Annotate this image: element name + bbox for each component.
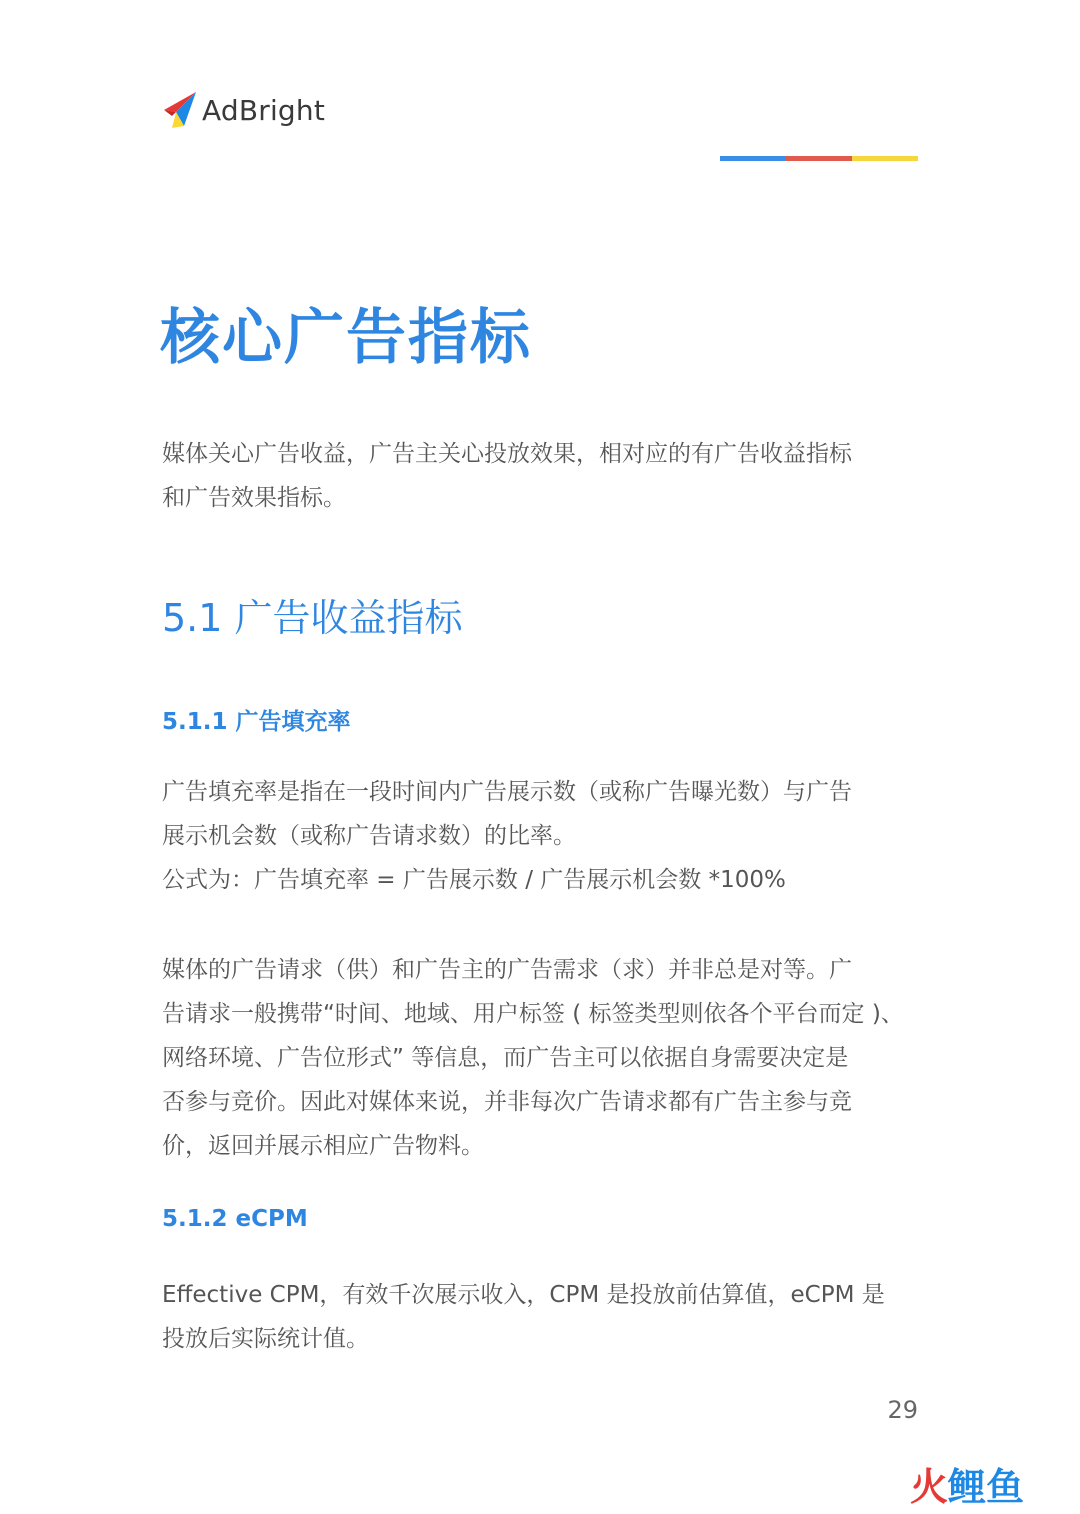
paragraph-line: Effective CPM，有效千次展示收入，CPM 是投放前估算值，eCPM 是 [162,1282,885,1308]
stripe-blue [720,156,786,161]
page-number: 29 [887,1396,918,1424]
paragraph-line: 展示机会数（或称广告请求数）的比率。 [162,823,576,849]
paragraph-line: 媒体的广告请求（供）和广告主的广告需求（求）并非总是对等。广 [162,957,852,983]
paragraph-line: 投放后实际统计值。 [162,1326,369,1352]
watermark-text: 火鲤鱼 [910,1466,1025,1506]
paragraph-line: 告请求一般携带“时间、地域、用户标签 ( 标签类型则依各个平台而定 )、 [162,1001,904,1027]
paragraph-line: 否参与竞价。因此对媒体来说，并非每次广告请求都有广告主参与竞 [162,1089,852,1115]
paragraph-line: 价，返回并展示相应广告物料。 [162,1133,484,1159]
paragraph-line: 广告填充率是指在一段时间内广告展示数（或称广告曝光数）与广告 [162,779,852,805]
section-heading: 5.1 广告收益指标 [162,596,463,640]
paragraph-line: 网络环境、广告位形式” 等信息，而广告主可以依据自身需要决定是 [162,1045,849,1071]
subsection-heading-fill-rate: 5.1.1 广告填充率 [162,709,351,735]
paper-plane-icon [162,90,198,130]
stripe-yellow [852,156,918,161]
brand-name: AdBright [202,93,326,127]
color-stripe [720,156,918,161]
intro-line: 和广告效果指标。 [162,485,346,511]
intro-line: 媒体关心广告收益，广告主关心投放效果，相对应的有广告收益指标 [162,441,852,467]
page-title: 核心广告指标 [160,303,532,373]
subsection-heading-ecpm: 5.1.2 eCPM [162,1206,308,1232]
ecpm-definition [162,1273,922,1361]
intro-paragraph [162,432,922,520]
watermark-logo [910,1466,1060,1506]
fill-rate-explanation [162,948,922,1168]
formula-line: 公式为：广告填充率 = 广告展示数 / 广告展示机会数 *100% [162,867,786,893]
brand-logo [162,88,325,132]
fill-rate-definition [162,770,922,902]
stripe-red [786,156,852,161]
